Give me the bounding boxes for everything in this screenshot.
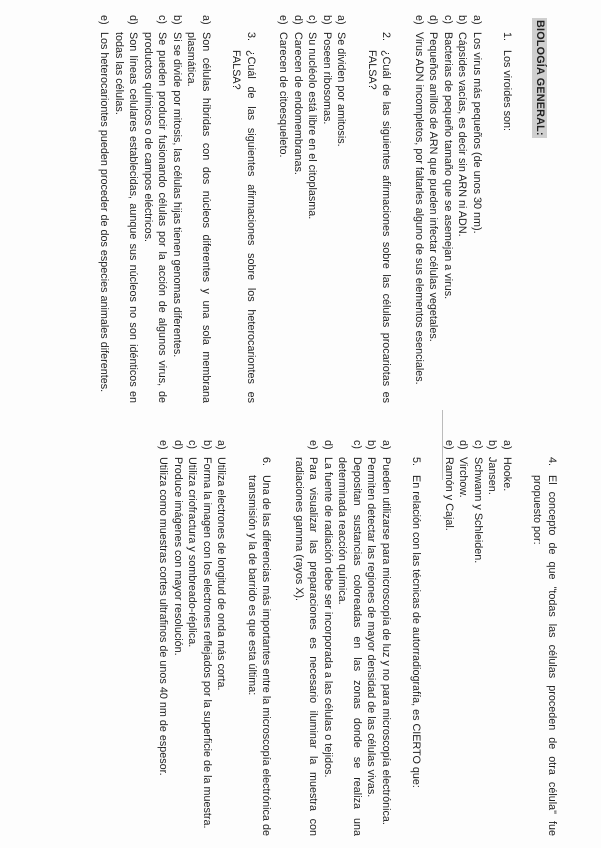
option-c	[141, 15, 170, 403]
option-a	[379, 440, 394, 836]
option-text: Si se divide por mitosis, las células hijas tienen genomas diferentes.	[171, 32, 183, 358]
question-6	[156, 440, 274, 836]
option-label: a)	[200, 15, 212, 25]
option-label: d)	[172, 440, 184, 450]
option-label: c)	[351, 440, 363, 449]
option-text: Cápsides vacías, es decir sin ARN ni ADN.	[456, 32, 469, 237]
option-text: Se pueden producir fusionando células por la acción de algunos virus, de productos químicos o de campos eléctricos.	[142, 32, 169, 403]
option-e	[97, 15, 112, 403]
option-label: d)	[292, 15, 304, 25]
option-b	[200, 440, 215, 836]
option-text: Son líneas celulares establecidas, aunque sus núcleos no son idénticos en todas las células.	[113, 32, 140, 403]
option-text: Se dividen por amitosis.	[335, 32, 348, 147]
option-e	[412, 15, 427, 403]
option-text: Utiliza criofractura y sombreado-réplica.	[186, 457, 199, 648]
option-text: Virchow.	[457, 457, 470, 498]
option-label: c)	[156, 15, 169, 24]
option-label: a)	[471, 15, 483, 25]
question-text: En relación con las técnicas de autorradiografía, es CIERTO que:	[410, 475, 423, 788]
option-c	[471, 440, 486, 836]
option-label: e)	[277, 15, 290, 25]
question-3	[97, 15, 258, 403]
option-text: Jansen.	[486, 457, 499, 495]
question-4	[442, 440, 560, 836]
option-a	[214, 440, 229, 836]
option-label: c)	[472, 440, 484, 449]
option-label: b)	[486, 440, 499, 450]
option-text: Forma la imagen con los electrones reflejados por la superficie de la muestra.	[201, 457, 213, 829]
option-text: Para visualizar las preparaciones es necesario iluminar la muestra con radiaciones gamma (rayos X).	[293, 457, 320, 836]
option-text: Virus ADN incompletos, por faltarles alguno de sus elementos esenciales.	[413, 32, 425, 385]
option-text: La fuente de radiación debe ser incorporada a las células o tejidos.	[322, 457, 334, 778]
option-d	[426, 15, 441, 403]
question-text: Una de las diferencias más importantes entre la microscopía electrónica de transmisión y la de barrido es que esta última:	[246, 475, 273, 836]
question-text: ¿Cuál de las siguientes afirmaciones sobre los heterocariontes es FALSA?	[230, 50, 257, 403]
question-number: 4.	[546, 456, 558, 466]
option-d	[291, 15, 306, 403]
page-title: BIOLOGÍA GENERAL:	[534, 20, 546, 136]
option-label: b)	[456, 15, 469, 25]
option-a	[470, 15, 485, 403]
question-text: ¿Cuál de las siguientes afirmaciones sobre las células procariotas es FALSA?	[366, 50, 393, 403]
question-text: Los viroides son:	[501, 50, 514, 132]
question-1	[412, 15, 515, 403]
option-label: b)	[201, 440, 213, 450]
option-text: Pueden utilizarse para microscopía de luz y no para microscopía electrónica.	[380, 457, 392, 825]
option-label: d)	[322, 440, 334, 450]
option-text: Pequeños anillos de ARN que pueden infectar células vegetales.	[427, 32, 440, 342]
option-c	[305, 15, 320, 403]
left-column	[79, 15, 547, 403]
option-text: Depositan sustancias coloreadas en las zonas donde se realiza una determinada reacción química.	[336, 457, 363, 836]
question-5	[292, 440, 424, 836]
option-text: Bacterias de pequeño tamaño que se asemejan a virus.	[442, 32, 454, 300]
right-column	[138, 440, 559, 836]
option-label: e)	[443, 440, 455, 450]
option-label: b)	[321, 15, 333, 25]
question-number: 2.	[380, 31, 393, 41]
option-label: a)	[380, 440, 392, 450]
option-label: c)	[186, 440, 199, 449]
option-text: Los virus más pequeños (de unos 30 nm).	[471, 32, 483, 234]
option-text: Utiliza como muestras cortes ultrafinos de unos 40 nm de espesor.	[157, 457, 170, 776]
option-b	[320, 15, 335, 403]
option-label: b)	[365, 440, 378, 450]
option-d	[171, 440, 186, 836]
option-text: Hooke.	[501, 457, 513, 492]
option-label: a)	[215, 440, 228, 450]
option-a	[184, 15, 213, 403]
option-label: a)	[501, 440, 513, 450]
option-a	[500, 440, 515, 836]
option-b	[364, 440, 379, 836]
option-b	[455, 15, 470, 403]
option-d	[321, 440, 336, 836]
option-a	[334, 15, 349, 403]
option-c	[185, 440, 200, 836]
question-number: 3.	[245, 31, 257, 41]
option-d	[456, 440, 471, 836]
option-e	[442, 440, 457, 836]
option-text: Permiten detectar las regiones de mayor densidad de las células vivas.	[365, 457, 378, 798]
option-label: a)	[335, 15, 348, 25]
option-text: Carecen de citoesqueleto.	[277, 32, 290, 158]
option-text: Son células híbridas con dos núcleos diferentes y una sola membrana plasmática.	[185, 32, 212, 403]
option-text: Carecen de endomembranas.	[292, 32, 304, 175]
option-label: e)	[157, 440, 170, 450]
option-label: c)	[442, 15, 454, 24]
option-label: e)	[413, 15, 425, 25]
question-2	[276, 15, 394, 403]
option-text: Poseen ribosomas.	[321, 32, 333, 125]
option-label: b)	[171, 15, 183, 25]
option-text: Utiliza electrones de longitud de onda más corta.	[215, 457, 228, 691]
option-c	[441, 15, 456, 403]
option-label: e)	[307, 440, 320, 450]
question-number: 1.	[501, 31, 514, 41]
option-text: Ramón y Cajal.	[443, 457, 455, 531]
option-c	[335, 440, 364, 836]
option-label: d)	[427, 15, 440, 25]
option-d	[112, 15, 141, 403]
option-label: d)	[127, 15, 140, 25]
option-text: Schwann y Schleiden.	[472, 457, 484, 564]
option-e	[156, 440, 171, 836]
question-text: El concepto de que "todas las células proceden de otra célula" fue propuesto por:	[531, 475, 558, 836]
option-e	[292, 440, 321, 836]
question-number: 6.	[260, 456, 273, 466]
option-e	[276, 15, 291, 403]
option-b	[170, 15, 185, 403]
question-number: 5.	[410, 456, 423, 466]
option-text: Su nucléolo está libre en el citoplasma.	[306, 32, 319, 220]
option-text: Produce imágenes con mayor resolución.	[172, 457, 184, 656]
option-label: e)	[98, 15, 111, 25]
option-text: Los heterocariontes pueden proceder de dos especies animales diferentes.	[98, 32, 111, 393]
option-b	[485, 440, 500, 836]
option-label: d)	[457, 440, 470, 450]
option-label: c)	[306, 15, 319, 24]
